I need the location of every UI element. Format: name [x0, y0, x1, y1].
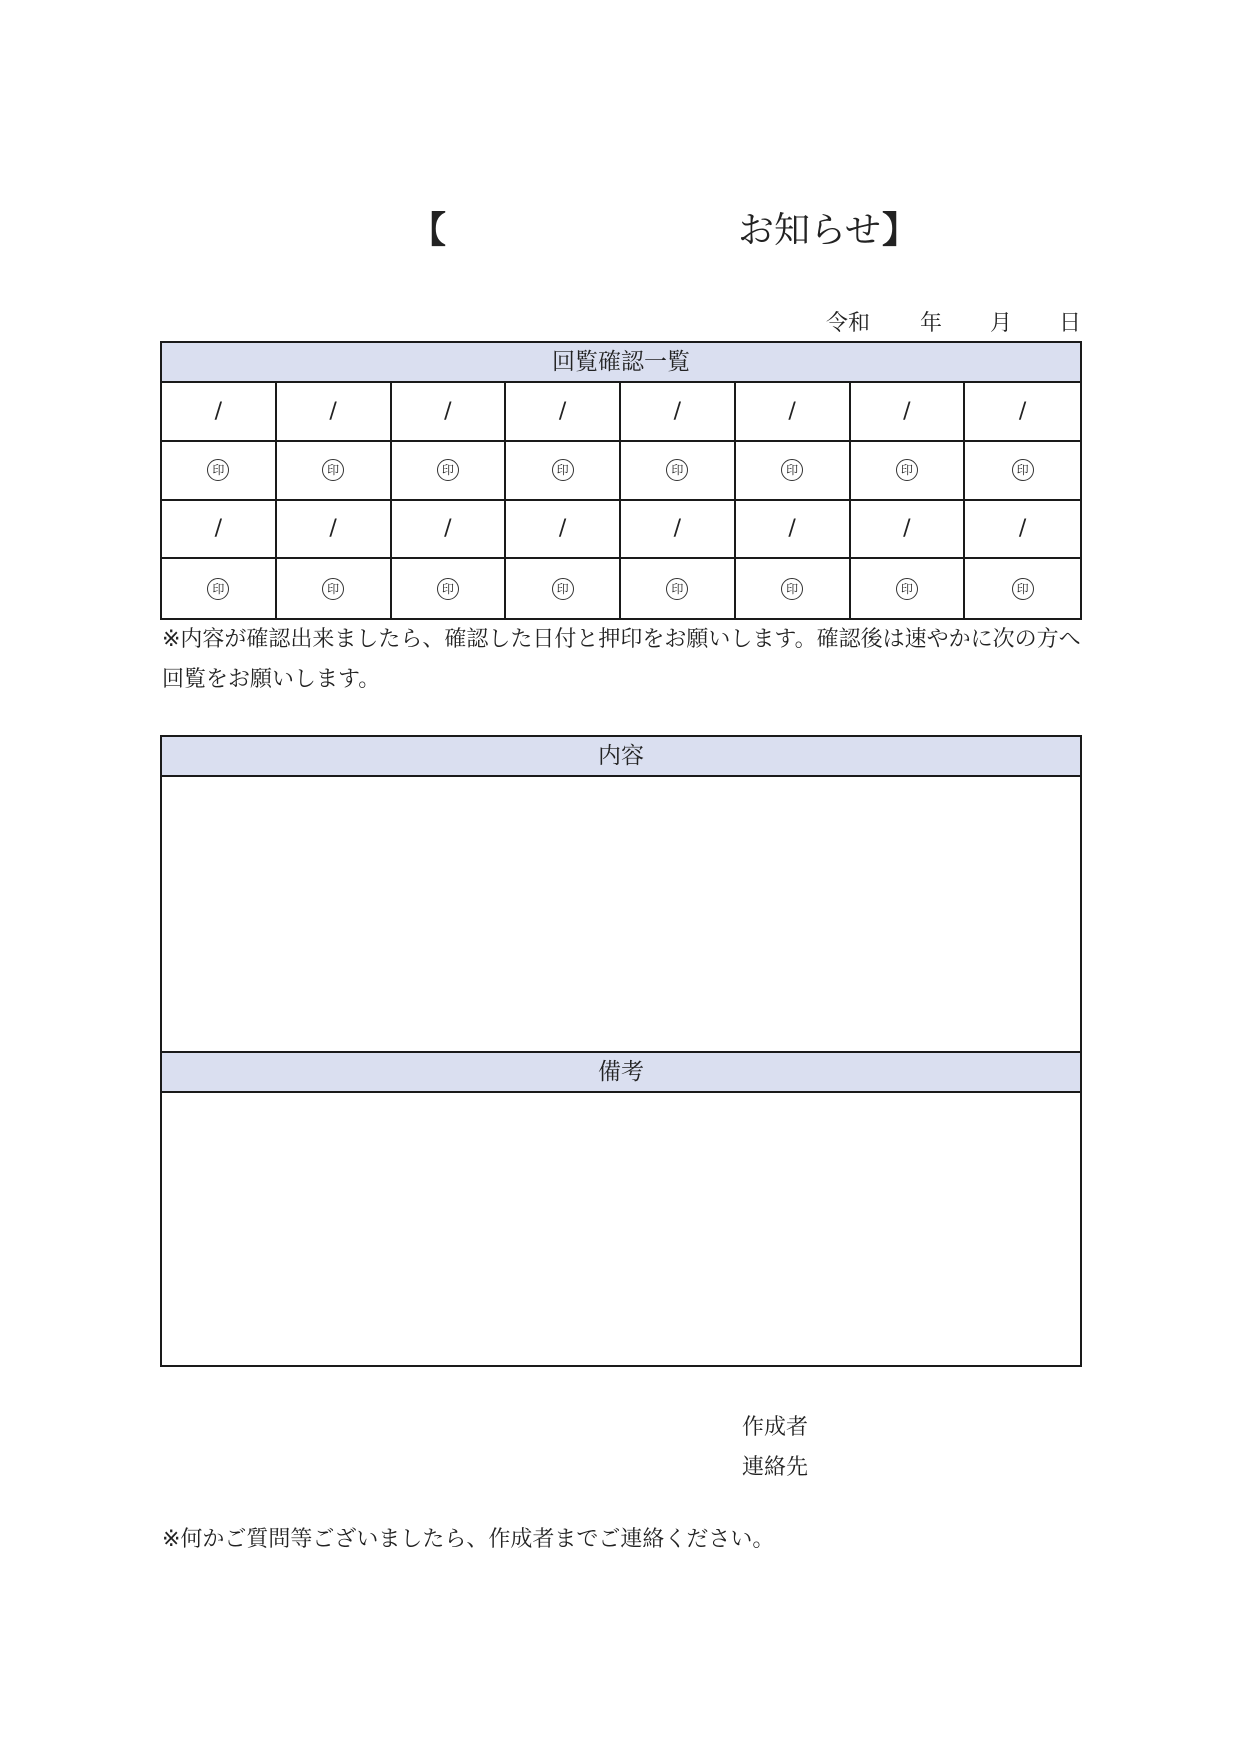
content-remarks-box	[160, 735, 1082, 1367]
date-day: 日	[1059, 311, 1082, 336]
date-slash: /	[1018, 516, 1027, 542]
seal-stamp-icon: 印	[552, 459, 574, 481]
date-year: 年	[920, 311, 943, 336]
date-slash: /	[329, 398, 337, 424]
date-cell[interactable]	[277, 383, 392, 442]
date-slash: /	[444, 398, 452, 424]
date-cell[interactable]	[965, 501, 1080, 560]
date-cell[interactable]	[506, 501, 621, 560]
creator-label: 作成者	[742, 1415, 809, 1440]
seal-stamp-icon: 印	[666, 459, 688, 481]
date-slash: /	[673, 516, 682, 542]
remarks-header: 備考	[162, 1053, 1080, 1093]
stamp-cell[interactable]	[851, 442, 966, 501]
circulation-grid	[162, 383, 1080, 618]
date-cell[interactable]	[392, 383, 507, 442]
stamp-cell[interactable]	[736, 559, 851, 618]
title-open-bracket: 【	[410, 210, 447, 251]
seal-stamp-icon: 印	[1012, 459, 1034, 481]
seal-stamp-icon: 印	[552, 578, 574, 600]
stamp-cell[interactable]	[277, 559, 392, 618]
stamp-cell[interactable]	[392, 442, 507, 501]
date-slash: /	[329, 516, 337, 542]
date-cell[interactable]	[851, 501, 966, 560]
date-cell[interactable]	[621, 383, 736, 442]
date-cell[interactable]	[736, 501, 851, 560]
stamp-cell[interactable]	[277, 442, 392, 501]
date-slash: /	[903, 398, 911, 424]
date-cell[interactable]	[277, 501, 392, 560]
seal-stamp-icon: 印	[437, 459, 459, 481]
document-title	[0, 202, 1241, 258]
date-cell[interactable]	[162, 501, 277, 560]
seal-stamp-icon: 印	[207, 578, 229, 600]
remarks-area[interactable]	[162, 1093, 1080, 1365]
date-slash: /	[214, 516, 223, 542]
seal-stamp-icon: 印	[896, 459, 918, 481]
content-header: 内容	[162, 737, 1080, 777]
stamp-cell[interactable]	[965, 559, 1080, 618]
circulation-table	[160, 341, 1082, 620]
date-slash: /	[1018, 398, 1027, 424]
seal-stamp-icon: 印	[781, 578, 803, 600]
stamp-cell[interactable]	[621, 442, 736, 501]
date-cell[interactable]	[162, 383, 277, 442]
stamp-cell[interactable]	[162, 442, 277, 501]
seal-stamp-icon: 印	[322, 459, 344, 481]
title-close-bracket: 】	[882, 210, 919, 251]
date-month: 月	[990, 311, 1013, 336]
date-era: 令和	[826, 311, 871, 336]
date-slash: /	[444, 516, 452, 542]
title-text: お知らせ	[738, 210, 881, 251]
date-cell[interactable]	[506, 383, 621, 442]
date-cell[interactable]	[965, 383, 1080, 442]
footer-note: ※何かご質問等ございましたら、作成者までご連絡ください。	[162, 1527, 775, 1552]
seal-stamp-icon: 印	[1012, 578, 1034, 600]
seal-stamp-icon: 印	[322, 578, 344, 600]
seal-stamp-icon: 印	[437, 578, 459, 600]
date-cell[interactable]	[392, 501, 507, 560]
content-area[interactable]	[162, 777, 1080, 1053]
date-cell[interactable]	[736, 383, 851, 442]
date-slash: /	[673, 398, 682, 424]
date-slash: /	[788, 398, 796, 424]
stamp-cell[interactable]	[392, 559, 507, 618]
circulation-header: 回覧確認一覧	[162, 343, 1080, 383]
contact-label: 連絡先	[742, 1455, 809, 1480]
seal-stamp-icon: 印	[896, 578, 918, 600]
stamp-cell[interactable]	[851, 559, 966, 618]
seal-stamp-icon: 印	[781, 459, 803, 481]
stamp-cell[interactable]	[506, 442, 621, 501]
author-block	[742, 1408, 808, 1488]
date-slash: /	[558, 516, 567, 542]
stamp-cell[interactable]	[162, 559, 277, 618]
date-line	[0, 306, 1241, 336]
date-slash: /	[903, 516, 911, 542]
seal-stamp-icon: 印	[207, 459, 229, 481]
stamp-cell[interactable]	[621, 559, 736, 618]
date-slash: /	[558, 398, 567, 424]
stamp-cell[interactable]	[965, 442, 1080, 501]
date-cell[interactable]	[851, 383, 966, 442]
stamp-cell[interactable]	[506, 559, 621, 618]
date-cell[interactable]	[621, 501, 736, 560]
circulation-notice: ※内容が確認出来ましたら、確認した日付と押印をお願いします。確認後は速やかに次の方へ回覧をお願いします。	[162, 627, 1081, 692]
seal-stamp-icon: 印	[666, 578, 688, 600]
date-slash: /	[214, 398, 223, 424]
date-slash: /	[788, 516, 796, 542]
stamp-cell[interactable]	[736, 442, 851, 501]
